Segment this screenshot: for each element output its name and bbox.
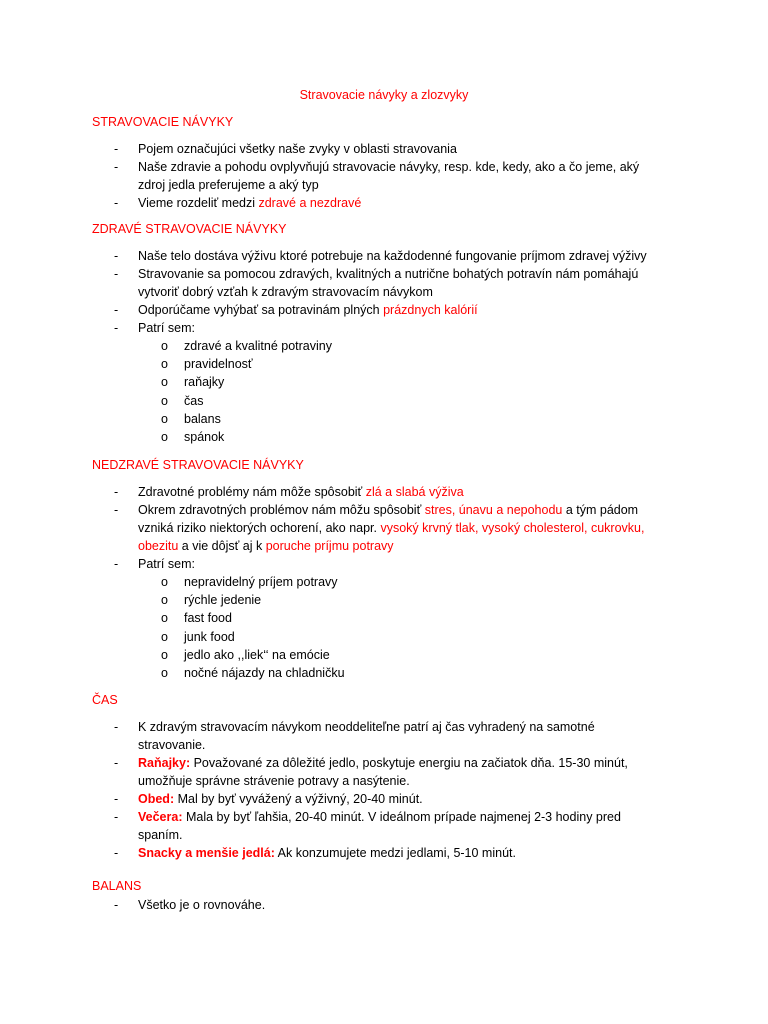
sub-list-item: o fast food bbox=[138, 609, 660, 627]
sub-list bbox=[138, 337, 660, 446]
dash-bullet: - bbox=[114, 142, 119, 156]
list-item: - Pojem označujúci všetky naše zvyky v oblasti stravovania bbox=[114, 142, 457, 156]
list-item: - Snacky a menšie jedlá: Ak konzumujete medzi jedlami, 5-10 minút. bbox=[114, 846, 516, 860]
document-title: Stravovacie návyky a zlozvyky bbox=[299, 88, 469, 102]
sub-list-item: o spánok bbox=[138, 428, 660, 446]
list-item: - Všetko je o rovnováhe. bbox=[114, 898, 266, 912]
circle-bullet: o bbox=[161, 339, 168, 353]
sub-list-item: o zdravé a kvalitné potraviny bbox=[138, 337, 660, 355]
highlight-text: stres, únavu a nepohodu bbox=[424, 503, 563, 517]
circle-bullet: o bbox=[161, 629, 168, 644]
sub-list-item: o nočné nájazdy na chladničku bbox=[138, 664, 660, 682]
list-item: - Patrí sem: o zdravé a kvalitné potraviny o pravidelnosť o raňajky o čas o balans o spánok bbox=[0, 319, 660, 446]
dash-bullet: - bbox=[114, 846, 119, 860]
dash-bullet: - bbox=[114, 160, 119, 174]
dash-bullet: - bbox=[114, 267, 119, 281]
sub-list-item: o pravidelnosť bbox=[138, 355, 660, 373]
list-item: - Vieme rozdeliť medzi zdravé a nezdravé bbox=[114, 196, 362, 210]
sub-list-item: o nepravidelný príjem potravy bbox=[138, 573, 660, 591]
meal-label: Obed: bbox=[138, 792, 175, 806]
sub-list-item: o jedlo ako ,,liek‘‘ na emócie bbox=[138, 646, 660, 664]
heading-zdrave-navyky: ZDRAVÉ STRAVOVACIE NÁVYKY bbox=[92, 222, 287, 236]
list-zdrave-navyky bbox=[0, 247, 768, 446]
sub-list-item: o rýchle jedenie bbox=[138, 591, 660, 609]
dash-bullet: - bbox=[114, 898, 119, 912]
highlight-text: poruche príjmu potravy bbox=[265, 539, 394, 553]
heading-nezdrave-navyky: NEDZRAVÉ STRAVOVACIE NÁVYKY bbox=[92, 458, 304, 472]
dash-bullet: - bbox=[114, 249, 119, 263]
list-item: - Raňajky: Považované za dôležité jedlo, poskytuje energiu na začiatok dňa. 15-30 minút, umožňuje správne strávenie potravy a nasýtenie. bbox=[114, 756, 628, 788]
circle-bullet: o bbox=[161, 430, 168, 445]
dash-bullet: - bbox=[114, 810, 119, 824]
circle-bullet: o bbox=[161, 375, 168, 390]
list-nezdrave-navyky bbox=[0, 483, 768, 682]
circle-bullet: o bbox=[161, 647, 168, 662]
list-item: - Naše zdravie a pohodu ovplyvňujú stravovacie návyky, resp. kde, kedy, ako a čo jeme, aký zdroj jedla preferujeme a aký typ bbox=[114, 160, 640, 192]
circle-bullet: o bbox=[161, 611, 168, 626]
circle-bullet: o bbox=[161, 593, 168, 608]
dash-bullet: - bbox=[114, 503, 119, 517]
circle-bullet: o bbox=[161, 575, 168, 589]
dash-bullet: - bbox=[114, 756, 119, 770]
circle-bullet: o bbox=[161, 357, 168, 372]
dash-bullet: - bbox=[114, 720, 119, 734]
list-balans bbox=[0, 896, 768, 914]
dash-bullet: - bbox=[114, 321, 119, 335]
list-item: - Stravovanie sa pomocou zdravých, kvalitných a nutrične bohatých potravín nám pomáhajú vytvoriť dobrý vzťah k zdravým stravovacím návykom bbox=[114, 267, 639, 299]
meal-label: Večera: bbox=[138, 810, 183, 824]
list-item: - Okrem zdravotných problémov nám môžu spôsobiť stres, únavu a nepohodu a tým pádom vzniká riziko niektorých ochorení, ako napr. vysoký krvný tlak, vysoký cholesterol, cukrovku, obezitu a vie dôjsť aj k poruche príjmu potravy bbox=[114, 503, 645, 553]
list-cas bbox=[0, 718, 768, 862]
highlight-text: zlá a slabá výživa bbox=[365, 485, 464, 499]
list-item: - Odporúčame vyhýbať sa potravinám plných prázdnych kalórií bbox=[114, 303, 478, 317]
list-item: - Naše telo dostáva výživu ktoré potrebuje na každodenné fungovanie príjmom zdravej výživy bbox=[114, 249, 647, 263]
list-stravovacie-navyky bbox=[0, 140, 768, 212]
heading-cas: ČAS bbox=[92, 693, 118, 707]
heading-balans: BALANS bbox=[92, 879, 142, 893]
dash-bullet: - bbox=[114, 196, 119, 210]
circle-bullet: o bbox=[161, 666, 168, 681]
sub-list-item: o balans bbox=[138, 410, 660, 428]
sub-list-item: o junk food bbox=[138, 628, 660, 646]
highlight-text: zdravé a nezdravé bbox=[258, 196, 362, 210]
sub-list-item: o raňajky bbox=[138, 373, 660, 391]
dash-bullet: - bbox=[114, 303, 119, 317]
sub-list bbox=[138, 573, 660, 682]
heading-stravovacie-navyky: STRAVOVACIE NÁVYKY bbox=[92, 115, 234, 129]
meal-label: Raňajky: bbox=[138, 756, 191, 770]
dash-bullet: - bbox=[114, 485, 119, 499]
meal-label: Snacky a menšie jedlá: bbox=[138, 846, 275, 860]
list-item: - Večera: Mala by byť ľahšia, 20-40 minút. V ideálnom prípade najmenej 2-3 hodiny pred spaním. bbox=[114, 810, 621, 842]
list-item: - Obed: Mal by byť vyvážený a výživný, 20-40 minút. bbox=[114, 792, 423, 806]
list-item: - Zdravotné problémy nám môže spôsobiť zlá a slabá výživa bbox=[114, 485, 464, 499]
sub-list-item: o čas bbox=[138, 392, 660, 410]
list-item: - K zdravým stravovacím návykom neoddeliteľne patrí aj čas vyhradený na samotné stravovanie. bbox=[114, 720, 595, 752]
circle-bullet: o bbox=[161, 393, 168, 408]
highlight-text: vysoký krvný tlak, vysoký cholesterol, cukrovku, obezitu bbox=[138, 521, 645, 553]
dash-bullet: - bbox=[114, 557, 119, 571]
circle-bullet: o bbox=[161, 411, 168, 426]
highlight-text: prázdnych kalórií bbox=[383, 303, 478, 317]
dash-bullet: - bbox=[114, 792, 119, 806]
list-item: - Patrí sem: o nepravidelný príjem potravy o rýchle jedenie o fast food o junk food o jedlo ako ,,liek‘‘ na emócie o nočné nájazdy na chladničku bbox=[0, 555, 660, 682]
